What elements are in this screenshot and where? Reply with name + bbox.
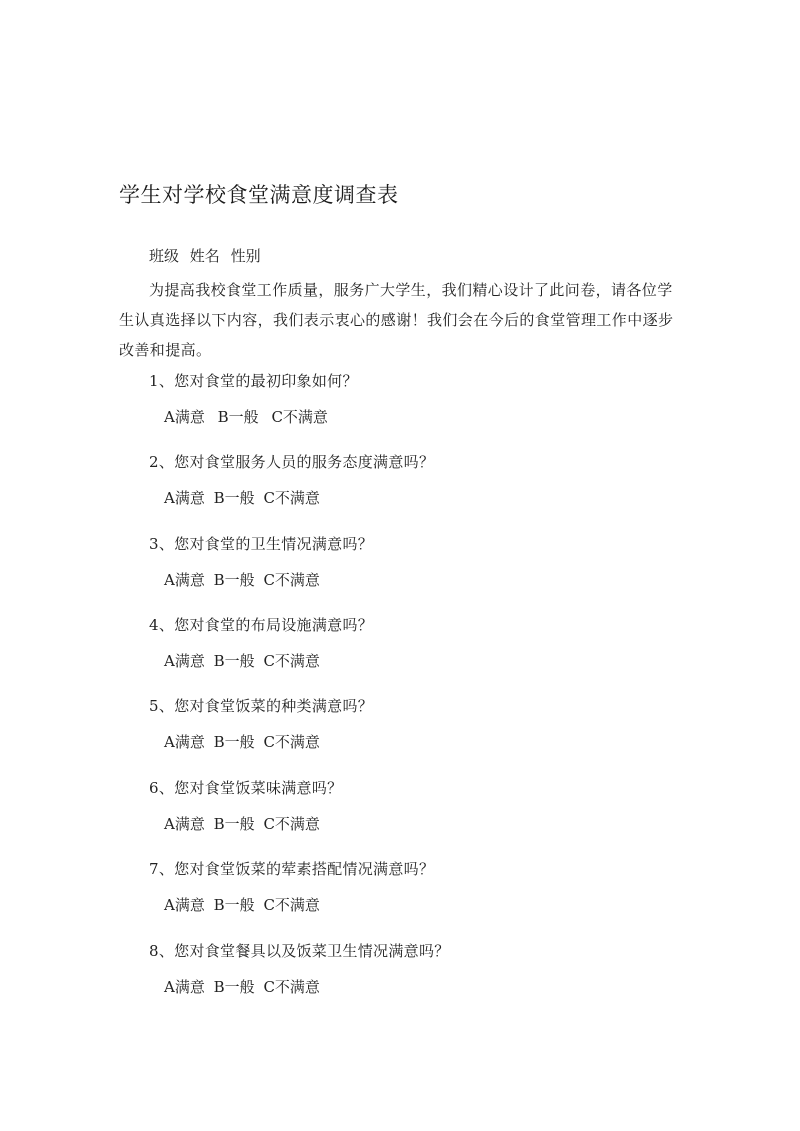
option-a: A满意: [164, 978, 205, 996]
option-b: B一般: [213, 896, 255, 914]
intro-paragraph: 为提高我校食堂工作质量，服务广大学生，我们精心设计了此问卷，请各位学生认真选择以下内容，我们表示衷心的感谢！我们会在今后的食堂管理工作中逐步改善和提高。: [119, 281, 674, 359]
question-6-options: [164, 813, 324, 835]
name-label: 姓名: [189, 247, 220, 265]
question-7-options: [164, 894, 324, 916]
question-4-options: [164, 650, 324, 672]
option-c: C不满意: [263, 652, 320, 670]
question-1: 1、您对食堂的最初印象如何？: [149, 372, 358, 390]
question-8-options: [164, 976, 324, 998]
option-a: A满意: [164, 896, 205, 914]
option-c: C不满意: [263, 733, 320, 751]
option-b: B一般: [217, 408, 259, 426]
option-a: A满意: [164, 489, 205, 507]
question-5-options: [164, 731, 324, 753]
option-a: A满意: [164, 652, 205, 670]
option-a: A满意: [164, 408, 205, 426]
option-b: B一般: [213, 978, 255, 996]
option-a: A满意: [164, 571, 205, 589]
option-c: C不满意: [263, 978, 320, 996]
option-c: C不满意: [263, 815, 320, 833]
question-8: 8、您对食堂餐具以及饭菜卫生情况满意吗？: [149, 942, 450, 960]
option-b: B一般: [213, 733, 255, 751]
question-3: 3、您对食堂的卫生情况满意吗？: [149, 535, 374, 553]
option-b: B一般: [213, 815, 255, 833]
option-a: A满意: [164, 815, 205, 833]
gender-label: 性别: [230, 247, 261, 265]
question-4: 4、您对食堂的布局设施满意吗？: [149, 616, 374, 634]
option-b: B一般: [213, 571, 255, 589]
option-c: C不满意: [271, 408, 328, 426]
question-5: 5、您对食堂饭菜的种类满意吗？: [149, 697, 374, 715]
option-c: C不满意: [263, 896, 320, 914]
option-c: C不满意: [263, 489, 320, 507]
question-1-options: [164, 406, 336, 428]
class-label: 班级: [149, 247, 180, 265]
question-2: 2、您对食堂服务人员的服务态度满意吗？: [149, 453, 435, 471]
page-title: 学生对学校食堂满意度调查表: [119, 183, 399, 207]
respondent-info: [149, 245, 267, 267]
option-b: B一般: [213, 652, 255, 670]
question-2-options: [164, 487, 324, 509]
question-3-options: [164, 569, 324, 591]
option-c: C不满意: [263, 571, 320, 589]
option-b: B一般: [213, 489, 255, 507]
question-6: 6、您对食堂饭菜味满意吗？: [149, 779, 343, 797]
question-7: 7、您对食堂饭菜的荤素搭配情况满意吗？: [149, 860, 435, 878]
option-a: A满意: [164, 733, 205, 751]
